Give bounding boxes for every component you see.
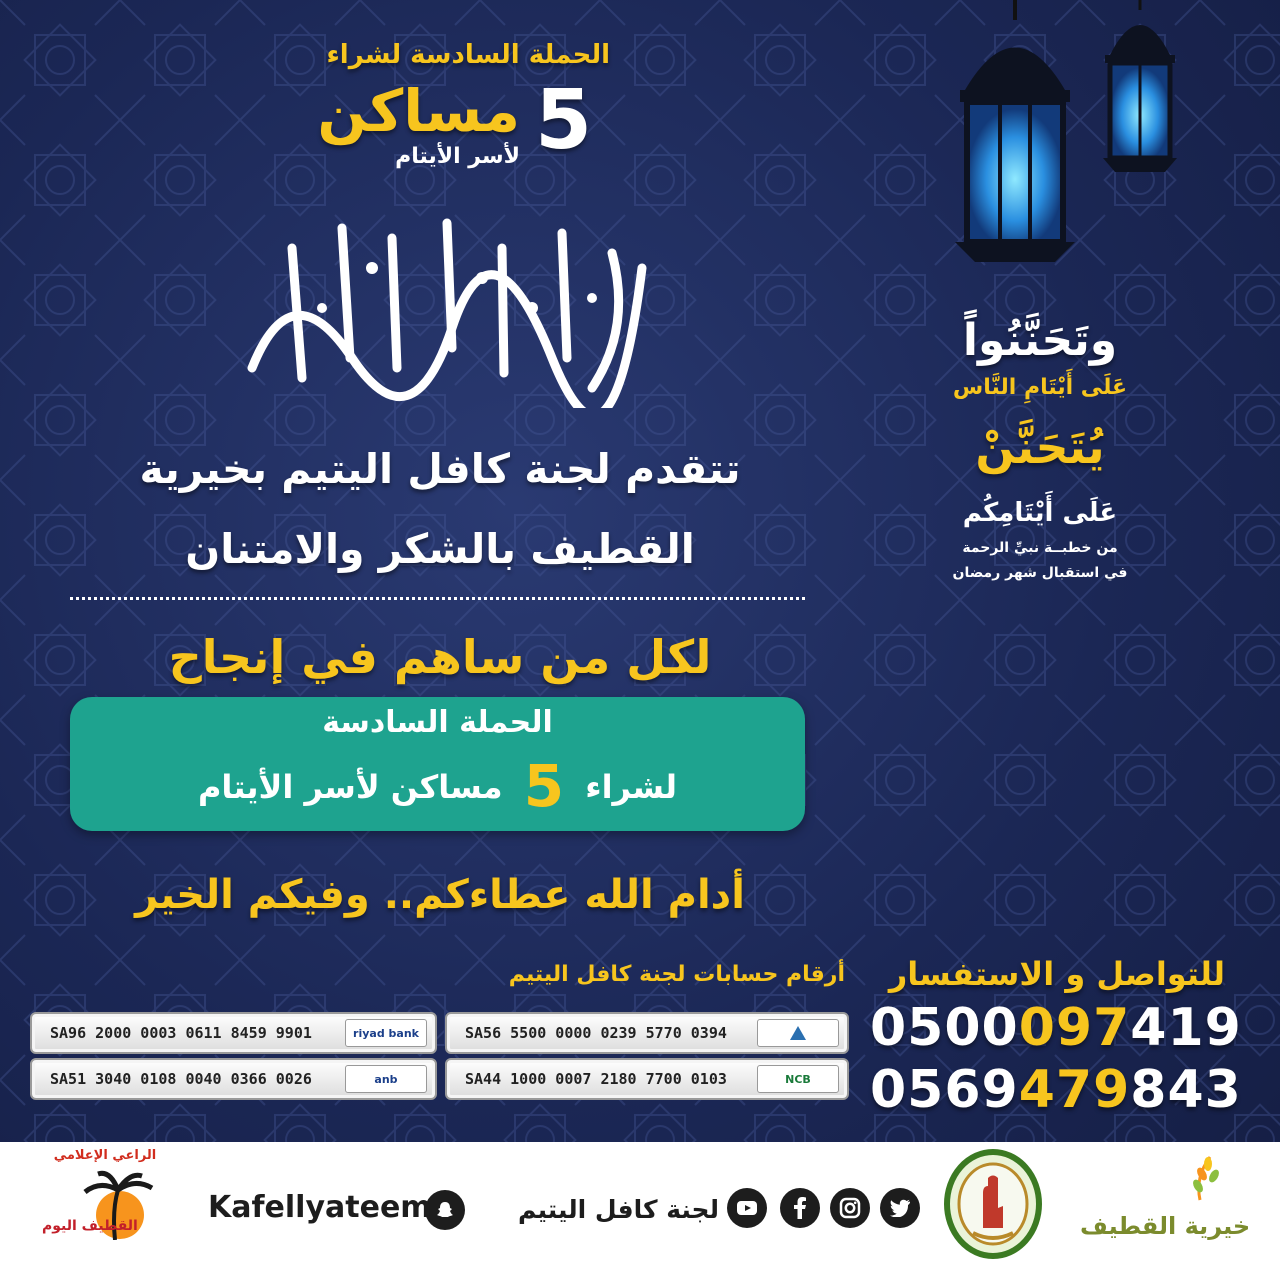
account-number: SA96 2000 0003 0611 8459 9901 — [50, 1024, 312, 1042]
phone-1[interactable] — [870, 998, 1242, 1058]
anb-bank-logo: anb — [345, 1065, 427, 1093]
facebook-icon[interactable] — [780, 1188, 820, 1228]
phone-1-part-b: 097 — [1018, 998, 1131, 1058]
twitter-icon[interactable] — [880, 1188, 920, 1228]
instagram-icon[interactable] — [830, 1188, 870, 1228]
campaign-word: مساكن — [317, 77, 520, 145]
phone-2-part-a: 0569 — [870, 1060, 1019, 1120]
youtube-icon[interactable] — [727, 1188, 767, 1228]
media-sponsor-name: القطيف اليوم — [42, 1218, 138, 1234]
blessing-line: أدام الله عطاءكم.. وفيكم الخير — [135, 872, 745, 918]
account-riyad — [30, 1012, 437, 1054]
lantern-icon — [945, 0, 1265, 280]
committee-name: لجنة كافل اليتيم — [518, 1195, 719, 1224]
phone-2-part-b: 479 — [1018, 1060, 1131, 1120]
calligraphy-verse — [232, 208, 658, 408]
campaign-box-title: الحملة السادسة — [322, 705, 553, 740]
contact-title: للتواصل و الاستفسار — [888, 955, 1225, 993]
campaign-number: 5 — [535, 73, 593, 168]
account-anb — [30, 1058, 437, 1100]
account-ncb — [445, 1058, 849, 1100]
phone-2[interactable] — [870, 1060, 1242, 1120]
verse-source-2: في استقبال شهر رمضان — [952, 565, 1128, 581]
phone-1-part-a: 0500 — [870, 998, 1019, 1058]
khayria-name: خيرية القطيف — [1080, 1212, 1251, 1240]
contributors-line: لكل من ساهم في إنجاح — [168, 630, 712, 684]
account-number: SA44 1000 0007 2180 7700 0103 — [465, 1070, 727, 1088]
committee-emblem-icon — [943, 1148, 1043, 1260]
thanks-line-1: تتقدم لجنة كافل اليتيم بخيرية — [139, 445, 741, 493]
campaign-box-text — [70, 752, 805, 820]
campaign-box-prefix: لشراء — [585, 768, 678, 806]
riyad-bank-logo: riyad bank — [345, 1019, 427, 1047]
saudi-fransi-logo — [757, 1019, 839, 1047]
account-number: SA51 3040 0108 0040 0366 0026 — [50, 1070, 312, 1088]
verse-line-3: يُتَحَنَّنْ — [975, 420, 1105, 474]
campaign-heading: الحملة السادسة لشراء — [326, 40, 610, 70]
phone-2-part-c: 843 — [1130, 1060, 1242, 1120]
campaign-subheading: لأسر الأيتام — [395, 144, 520, 169]
account-number: SA56 5500 0000 0239 5770 0394 — [465, 1024, 727, 1042]
accounts-title: أرقام حسابات لجنة كافل اليتيم — [508, 962, 845, 987]
campaign-box — [70, 697, 805, 831]
account-saudi-fransi — [445, 1012, 849, 1054]
phone-1-part-c: 419 — [1130, 998, 1242, 1058]
verse-source-1: من خطبــة نبيِّ الرحمة — [962, 540, 1118, 556]
wheat-logo-icon — [1150, 1152, 1250, 1202]
thanks-line-2: القطيف بالشكر والامتنان — [185, 525, 695, 573]
verse-line-2: عَلَى أَيْتَامِ النَّاس — [952, 375, 1128, 400]
campaign-box-number: 5 — [523, 752, 565, 820]
ncb-bank-logo: NCB — [757, 1065, 839, 1093]
campaign-box-suffix: مساكن لأسر الأيتام — [197, 768, 503, 806]
divider — [70, 597, 805, 600]
verse-line-4: عَلَى أَيْتَامِكُم — [962, 498, 1118, 528]
verse-line-1: وتَحَنَّنُواً — [962, 315, 1118, 366]
media-sponsor-label: الراعي الإعلامي — [53, 1148, 157, 1163]
social-handle[interactable]: Kafellyateem — [208, 1190, 432, 1225]
